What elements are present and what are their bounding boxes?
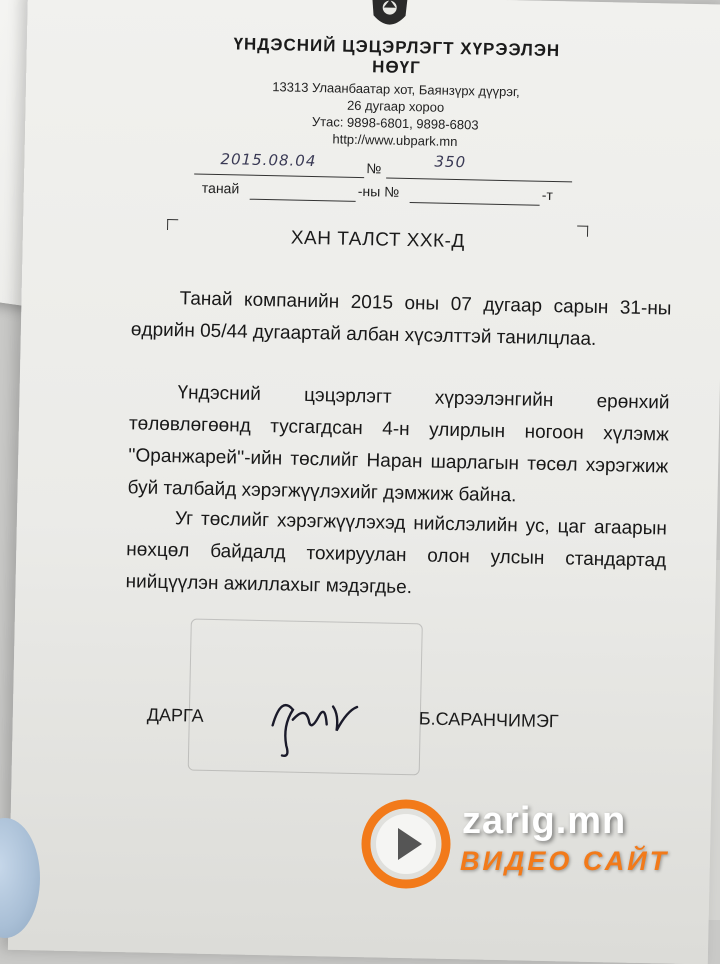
- your-ref-label: танай: [201, 179, 240, 197]
- date-value: 2015.08.04: [220, 150, 317, 171]
- play-logo-icon: [360, 798, 452, 890]
- signatory-title: ДАРГА: [146, 704, 204, 726]
- address-line: 26 дугаар хороо: [346, 97, 445, 115]
- body-paragraph-2: [127, 376, 670, 515]
- signatory-name: Б.САРАНЧИМЭГ: [418, 708, 559, 732]
- organization-name: ҮНДЭСНИЙ ЦЭЦЭРЛЭГТ ХҮРЭЭЛЭН: [233, 34, 561, 61]
- paragraph-text: Үндэсний цэцэрлэгт хүрээлэнгийн ерөнхий төлөвлөгөөнд тусгагдсан 4-н улирлын ногоон хүлэмж ''Оранжарей''-ийн төслийг Наран шарлагын төсөл хэрэгжиж буй талбайд хэрэгжүүлэхийг дэмжиж байна.: [127, 382, 670, 507]
- body-paragraph-3: [125, 502, 667, 609]
- your-number-line: [410, 182, 540, 206]
- recipient-corner-right: [577, 226, 588, 237]
- website-link: http://www.ubpark.mn: [332, 131, 458, 150]
- your-number-label: -ны №: [357, 182, 400, 200]
- watermark-tagline: ВИДЕО САЙТ: [460, 846, 670, 876]
- watermark-site: zarig.mn: [462, 800, 627, 842]
- to-suffix-label: -т: [541, 186, 554, 204]
- recipient-name: ХАН ТАЛСТ ХХК-Д: [290, 227, 466, 253]
- paragraph-text: Уг төслийг хэрэгжүүлэхэд нийслэлийн ус, цаг агаарын нөхцөл байдалд тохируулан олон улсын стандартад нийцүүлэн ажиллахыг мэдэгдье.: [125, 508, 668, 599]
- body-paragraph-1: [131, 282, 672, 357]
- handwritten-signature: [252, 685, 374, 767]
- number-label: №: [366, 160, 382, 177]
- number-field-line: [386, 158, 572, 183]
- paragraph-text: Танай компанийн 2015 оны 07 дугаар сарын 31-ны өдрийн 05/44 дугаартай албан хүсэлттэй танилцлаа.: [130, 288, 672, 350]
- phone-line: Утас: 9898-6801, 9898-6803: [311, 113, 479, 133]
- address-line: 13313 Улаанбаатар хот, Баянзүрх дүүрэг,: [272, 79, 520, 100]
- your-date-line: [250, 179, 356, 202]
- state-emblem-icon: [365, 0, 414, 34]
- recipient-corner-left: [167, 219, 178, 230]
- number-value: 350: [434, 152, 467, 172]
- organization-name-line2: НӨҮГ: [371, 57, 421, 78]
